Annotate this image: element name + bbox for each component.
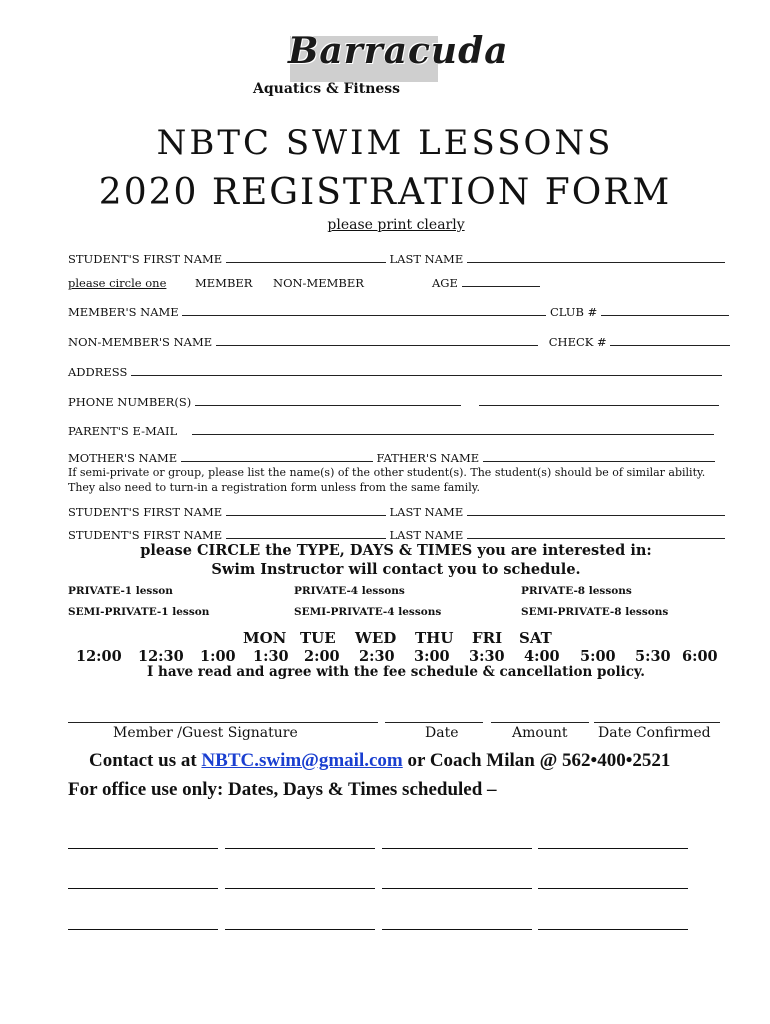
agreement-text: I have read and agree with the fee schedule & cancellation policy. [147,664,645,680]
non-member-option[interactable]: NON-MEMBER [273,276,364,290]
date-label: Date [425,725,459,741]
time-500[interactable]: 5:00 [580,648,616,665]
age-field[interactable] [462,276,540,287]
office-use-label: For office use only: Dates, Days & Times scheduled – [68,779,497,800]
date-confirmed-line[interactable] [594,722,720,723]
check-field[interactable] [610,335,730,346]
group-note-1: If semi-private or group, please list the name(s) of the other student(s). The student(s) should be of similar ability. [68,466,706,479]
date-confirmed-label: Date Confirmed [598,725,711,741]
signature-line[interactable] [68,722,378,723]
print-instruction: please print clearly [327,217,465,233]
student-first-label: STUDENT'S FIRST NAME [68,252,223,266]
logo-subtitle: Aquatics & Fitness [253,81,401,97]
time-230[interactable]: 2:30 [359,648,395,665]
time-600[interactable]: 6:00 [682,648,718,665]
member-name-field[interactable] [182,305,546,316]
phone-field-1[interactable] [195,395,461,406]
form-subtitle: 2020 REGISTRATION FORM [98,172,672,213]
lesson-private-1[interactable]: PRIVATE-1 lesson [68,585,173,597]
day-mon[interactable]: MON [243,629,287,647]
student-first-label: STUDENT'S FIRST NAME [68,505,223,519]
non-member-name-field[interactable] [216,335,538,346]
club-label: CLUB # [550,305,598,319]
last-name-field[interactable] [467,528,725,539]
student-name-row [68,252,725,266]
father-name-label: FATHER'S NAME [376,451,480,465]
student-row-2 [68,505,725,519]
lesson-semi-private-1[interactable]: SEMI-PRIVATE-1 lesson [68,606,210,618]
office-line[interactable] [68,929,218,930]
office-line[interactable] [538,929,688,930]
time-300[interactable]: 3:00 [414,648,450,665]
check-label: CHECK # [548,335,607,349]
student-first-field[interactable] [226,528,386,539]
age-label: AGE [432,276,458,290]
age-row [432,276,540,290]
contact-line [89,750,670,772]
member-name-label: MEMBER'S NAME [68,305,179,319]
contact-prefix: Contact us at [89,750,202,771]
amount-label: Amount [512,725,568,741]
date-line[interactable] [385,722,483,723]
non-member-name-label: NON-MEMBER'S NAME [68,335,213,349]
time-400[interactable]: 4:00 [524,648,560,665]
parent-email-label: PARENT'S E-MAIL [68,424,178,438]
lesson-private-4[interactable]: PRIVATE-4 lessons [294,585,405,597]
logo-brand: Barracuda [288,30,509,72]
circle-instruction: please CIRCLE the TYPE, DAYS & TIMES you are interested in: [140,542,652,559]
office-line[interactable] [538,888,688,889]
time-130[interactable]: 1:30 [253,648,289,665]
amount-line[interactable] [491,722,589,723]
please-circle-label: please circle one [68,276,167,290]
office-line[interactable] [382,929,532,930]
office-line[interactable] [382,848,532,849]
office-line[interactable] [68,848,218,849]
office-line[interactable] [225,888,375,889]
day-tue[interactable]: TUE [300,629,336,647]
office-line[interactable] [68,888,218,889]
lesson-semi-private-4[interactable]: SEMI-PRIVATE-4 lessons [294,606,442,618]
time-200[interactable]: 2:00 [304,648,340,665]
time-100[interactable]: 1:00 [200,648,236,665]
student-first-field[interactable] [226,505,386,516]
office-line[interactable] [225,929,375,930]
office-line[interactable] [538,848,688,849]
student-first-label: STUDENT'S FIRST NAME [68,528,223,542]
mother-name-label: MOTHER'S NAME [68,451,178,465]
day-sat[interactable]: SAT [519,629,552,647]
member-name-row [68,305,729,319]
last-name-field[interactable] [467,505,725,516]
father-name-field[interactable] [483,451,715,462]
student-first-field[interactable] [226,252,386,263]
address-label: ADDRESS [68,365,128,379]
lesson-private-8[interactable]: PRIVATE-8 lessons [521,585,632,597]
time-1200[interactable]: 12:00 [76,648,122,665]
day-wed[interactable]: WED [355,629,397,647]
signature-label: Member /Guest Signature [113,725,298,741]
non-member-name-row [68,335,730,349]
student-row-3 [68,528,725,542]
email-row [68,424,714,438]
last-name-label: LAST NAME [389,252,464,266]
mother-name-field[interactable] [181,451,373,462]
office-line[interactable] [382,888,532,889]
office-line[interactable] [225,848,375,849]
group-note-2: They also need to turn-in a registration form unless from the same family. [68,481,480,494]
last-name-label: LAST NAME [389,528,464,542]
contact-instruction: Swim Instructor will contact you to schedule. [211,561,581,578]
day-fri[interactable]: FRI [472,629,503,647]
parents-row [68,451,715,465]
time-530[interactable]: 5:30 [635,648,671,665]
parent-email-field[interactable] [192,424,714,435]
contact-suffix: or Coach Milan @ 562•400•2521 [402,750,671,771]
form-title: NBTC SWIM LESSONS [156,123,614,163]
lesson-semi-private-8[interactable]: SEMI-PRIVATE-8 lessons [521,606,669,618]
club-field[interactable] [601,305,729,316]
last-name-label: LAST NAME [389,505,464,519]
member-option[interactable]: MEMBER [195,276,253,290]
phone-field-2[interactable] [479,395,719,406]
time-1230[interactable]: 12:30 [138,648,184,665]
time-330[interactable]: 3:30 [469,648,505,665]
phone-row [68,395,719,409]
contact-email-link[interactable]: NBTC.swim@gmail.com [201,750,403,771]
address-field[interactable] [131,365,722,376]
phone-label: PHONE NUMBER(S) [68,395,192,409]
last-name-field[interactable] [467,252,725,263]
address-row [68,365,722,379]
day-thu[interactable]: THU [415,629,454,647]
